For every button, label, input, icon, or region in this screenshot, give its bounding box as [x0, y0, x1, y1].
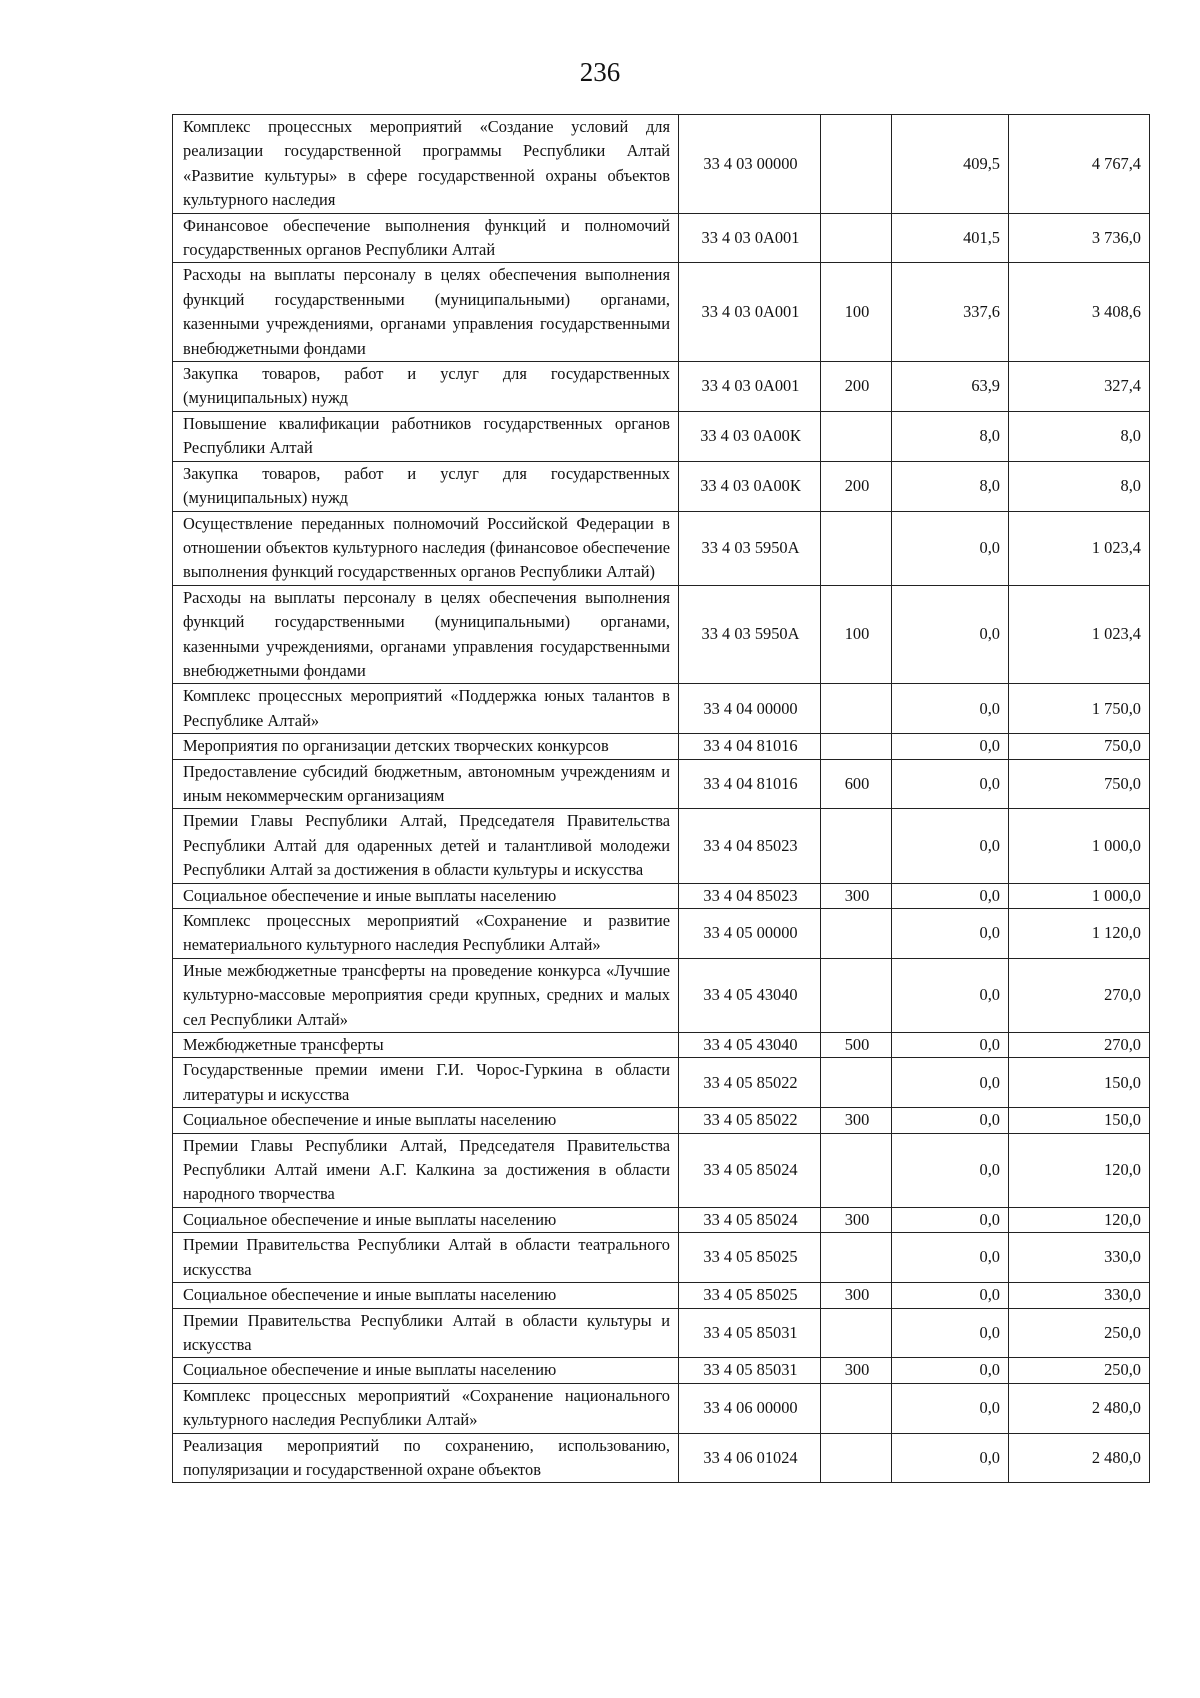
row-expense-type-cell: 500: [821, 1033, 892, 1058]
row-amount-1-cell: 409,5: [892, 115, 1009, 214]
row-name-cell: Социальное обеспечение и иные выплаты населению: [173, 1108, 679, 1133]
row-code-cell: 33 4 03 0А00К: [679, 461, 821, 511]
row-name-cell: Финансовое обеспечение выполнения функций и полномочий государственных органов Республики Алтай: [173, 213, 679, 263]
row-code-cell: 33 4 03 5950А: [679, 511, 821, 585]
row-name-cell: Межбюджетные трансферты: [173, 1033, 679, 1058]
row-name-cell: Расходы на выплаты персоналу в целях обеспечения выполнения функций государственными (муниципальными) органами, казенными учреждениями, органами управления государственными внебюджетными фондами: [173, 263, 679, 362]
row-expense-type-cell: [821, 1308, 892, 1358]
row-name-cell: Социальное обеспечение и иные выплаты населению: [173, 1358, 679, 1383]
row-code-cell: 33 4 05 00000: [679, 909, 821, 959]
table-row: [173, 759, 1150, 809]
row-expense-type-cell: 600: [821, 759, 892, 809]
table-row: [173, 1358, 1150, 1383]
row-amount-2-cell: 120,0: [1009, 1207, 1150, 1232]
row-amount-1-cell: 0,0: [892, 585, 1009, 684]
row-amount-2-cell: 250,0: [1009, 1358, 1150, 1383]
row-amount-2-cell: 1 023,4: [1009, 511, 1150, 585]
row-expense-type-cell: [821, 734, 892, 759]
row-amount-2-cell: 1 000,0: [1009, 883, 1150, 908]
row-amount-2-cell: 3 736,0: [1009, 213, 1150, 263]
row-name-cell: Реализация мероприятий по сохранению, использованию, популяризации и государственной охране объектов: [173, 1433, 679, 1483]
row-amount-2-cell: 1 023,4: [1009, 585, 1150, 684]
row-amount-2-cell: 150,0: [1009, 1108, 1150, 1133]
row-code-cell: 33 4 04 81016: [679, 759, 821, 809]
row-code-cell: 33 4 03 0А001: [679, 213, 821, 263]
row-expense-type-cell: [821, 213, 892, 263]
row-expense-type-cell: [821, 909, 892, 959]
row-amount-1-cell: 401,5: [892, 213, 1009, 263]
page-number: 236: [579, 57, 621, 87]
row-name-cell: Государственные премии имени Г.И. Чорос-Гуркина в области литературы и искусства: [173, 1058, 679, 1108]
table-row: [173, 909, 1150, 959]
row-expense-type-cell: [821, 958, 892, 1032]
table-row: [173, 958, 1150, 1032]
row-amount-1-cell: 0,0: [892, 1433, 1009, 1483]
row-name-cell: Повышение квалификации работников государственных органов Республики Алтай: [173, 411, 679, 461]
row-amount-2-cell: 270,0: [1009, 958, 1150, 1032]
row-amount-2-cell: 8,0: [1009, 461, 1150, 511]
row-code-cell: 33 4 04 00000: [679, 684, 821, 734]
table-row: [173, 213, 1150, 263]
row-amount-2-cell: 1 000,0: [1009, 809, 1150, 883]
row-amount-1-cell: 0,0: [892, 1383, 1009, 1433]
table-row: [173, 1283, 1150, 1308]
row-code-cell: 33 4 05 43040: [679, 1033, 821, 1058]
row-expense-type-cell: [821, 1383, 892, 1433]
row-name-cell: Комплекс процессных мероприятий «Сохранение национального культурного наследия Республики Алтай»: [173, 1383, 679, 1433]
row-amount-1-cell: 0,0: [892, 1033, 1009, 1058]
row-name-cell: Социальное обеспечение и иные выплаты населению: [173, 1283, 679, 1308]
row-amount-2-cell: 2 480,0: [1009, 1383, 1150, 1433]
row-amount-1-cell: 0,0: [892, 759, 1009, 809]
table-row: [173, 585, 1150, 684]
row-code-cell: 33 4 03 00000: [679, 115, 821, 214]
row-amount-2-cell: 327,4: [1009, 362, 1150, 412]
row-name-cell: Комплекс процессных мероприятий «Поддержка юных талантов в Республике Алтай»: [173, 684, 679, 734]
row-expense-type-cell: 100: [821, 263, 892, 362]
row-name-cell: Закупка товаров, работ и услуг для государственных (муниципальных) нужд: [173, 461, 679, 511]
table-row: [173, 734, 1150, 759]
row-expense-type-cell: [821, 809, 892, 883]
row-amount-2-cell: 8,0: [1009, 411, 1150, 461]
row-code-cell: 33 4 05 85031: [679, 1358, 821, 1383]
budget-table-body: [173, 115, 1150, 1483]
row-code-cell: 33 4 05 85031: [679, 1308, 821, 1358]
budget-table: [172, 114, 1150, 1483]
row-amount-2-cell: 4 767,4: [1009, 115, 1150, 214]
row-name-cell: Комплекс процессных мероприятий «Сохранение и развитие нематериального культурного наследия Республики Алтай»: [173, 909, 679, 959]
row-amount-1-cell: 0,0: [892, 1133, 1009, 1207]
row-name-cell: Премии Правительства Республики Алтай в области культуры и искусства: [173, 1308, 679, 1358]
row-amount-2-cell: 3 408,6: [1009, 263, 1150, 362]
row-code-cell: 33 4 03 0А00К: [679, 411, 821, 461]
row-amount-1-cell: 0,0: [892, 1207, 1009, 1232]
row-amount-2-cell: 750,0: [1009, 759, 1150, 809]
row-expense-type-cell: 300: [821, 883, 892, 908]
row-expense-type-cell: [821, 1233, 892, 1283]
row-code-cell: 33 4 03 0А001: [679, 362, 821, 412]
row-expense-type-cell: 100: [821, 585, 892, 684]
table-row: [173, 115, 1150, 214]
row-expense-type-cell: 300: [821, 1108, 892, 1133]
row-code-cell: 33 4 05 85025: [679, 1283, 821, 1308]
row-name-cell: Социальное обеспечение и иные выплаты населению: [173, 1207, 679, 1232]
row-name-cell: Закупка товаров, работ и услуг для государственных (муниципальных) нужд: [173, 362, 679, 412]
table-row: [173, 883, 1150, 908]
row-expense-type-cell: [821, 411, 892, 461]
row-amount-2-cell: 330,0: [1009, 1233, 1150, 1283]
row-name-cell: Комплекс процессных мероприятий «Создание условий для реализации государственной программы Республики Алтай «Развитие культуры» в сфере государственной охраны объектов культурного наследия: [173, 115, 679, 214]
row-code-cell: 33 4 05 85022: [679, 1058, 821, 1108]
row-amount-1-cell: 0,0: [892, 1058, 1009, 1108]
table-row: [173, 1133, 1150, 1207]
row-amount-2-cell: 120,0: [1009, 1133, 1150, 1207]
table-row: [173, 1108, 1150, 1133]
row-code-cell: 33 4 05 85025: [679, 1233, 821, 1283]
row-amount-2-cell: 750,0: [1009, 734, 1150, 759]
row-code-cell: 33 4 06 01024: [679, 1433, 821, 1483]
row-expense-type-cell: [821, 115, 892, 214]
row-amount-1-cell: 8,0: [892, 411, 1009, 461]
row-code-cell: 33 4 06 00000: [679, 1383, 821, 1433]
row-name-cell: Социальное обеспечение и иные выплаты населению: [173, 883, 679, 908]
row-amount-1-cell: 0,0: [892, 883, 1009, 908]
row-code-cell: 33 4 03 5950А: [679, 585, 821, 684]
row-name-cell: Премии Главы Республики Алтай, Председателя Правительства Республики Алтай имени А.Г. Калкина за достижения в области народного творчества: [173, 1133, 679, 1207]
row-name-cell: Мероприятия по организации детских творческих конкурсов: [173, 734, 679, 759]
row-amount-1-cell: 0,0: [892, 909, 1009, 959]
row-amount-1-cell: 0,0: [892, 1283, 1009, 1308]
table-row: [173, 511, 1150, 585]
row-amount-1-cell: 0,0: [892, 1358, 1009, 1383]
table-row: [173, 1308, 1150, 1358]
row-amount-1-cell: 0,0: [892, 684, 1009, 734]
row-expense-type-cell: 200: [821, 362, 892, 412]
row-amount-1-cell: 0,0: [892, 511, 1009, 585]
row-amount-1-cell: 0,0: [892, 1233, 1009, 1283]
row-expense-type-cell: [821, 1058, 892, 1108]
row-code-cell: 33 4 04 85023: [679, 883, 821, 908]
table-row: [173, 1033, 1150, 1058]
row-amount-1-cell: 0,0: [892, 809, 1009, 883]
row-amount-2-cell: 250,0: [1009, 1308, 1150, 1358]
table-row: [173, 411, 1150, 461]
row-amount-2-cell: 270,0: [1009, 1033, 1150, 1058]
row-amount-2-cell: 1 120,0: [1009, 909, 1150, 959]
table-row: [173, 1207, 1150, 1232]
row-amount-1-cell: 8,0: [892, 461, 1009, 511]
row-code-cell: 33 4 05 85024: [679, 1133, 821, 1207]
row-name-cell: Расходы на выплаты персоналу в целях обеспечения выполнения функций государственными (муниципальными) органами, казенными учреждениями, органами управления государственными внебюджетными фондами: [173, 585, 679, 684]
row-amount-2-cell: 150,0: [1009, 1058, 1150, 1108]
row-name-cell: Премии Правительства Республики Алтай в области театрального искусства: [173, 1233, 679, 1283]
table-row: [173, 1233, 1150, 1283]
row-expense-type-cell: [821, 1433, 892, 1483]
row-amount-2-cell: 1 750,0: [1009, 684, 1150, 734]
row-amount-1-cell: 0,0: [892, 734, 1009, 759]
row-code-cell: 33 4 05 43040: [679, 958, 821, 1032]
table-row: [173, 1058, 1150, 1108]
row-amount-1-cell: 63,9: [892, 362, 1009, 412]
table-row: [173, 362, 1150, 412]
table-row: [173, 1383, 1150, 1433]
row-amount-1-cell: 0,0: [892, 1308, 1009, 1358]
row-amount-1-cell: 337,6: [892, 263, 1009, 362]
table-row: [173, 263, 1150, 362]
row-expense-type-cell: 200: [821, 461, 892, 511]
row-expense-type-cell: [821, 1133, 892, 1207]
row-expense-type-cell: [821, 684, 892, 734]
row-expense-type-cell: 300: [821, 1283, 892, 1308]
row-expense-type-cell: 300: [821, 1207, 892, 1232]
row-amount-2-cell: 2 480,0: [1009, 1433, 1150, 1483]
row-code-cell: 33 4 03 0А001: [679, 263, 821, 362]
row-expense-type-cell: [821, 511, 892, 585]
row-amount-1-cell: 0,0: [892, 1108, 1009, 1133]
table-row: [173, 809, 1150, 883]
row-name-cell: Иные межбюджетные трансферты на проведение конкурса «Лучшие культурно-массовые мероприятия среди крупных, средних и малых сел Республики Алтай»: [173, 958, 679, 1032]
row-code-cell: 33 4 04 85023: [679, 809, 821, 883]
row-code-cell: 33 4 05 85024: [679, 1207, 821, 1232]
row-name-cell: Предоставление субсидий бюджетным, автономным учреждениям и иным некоммерческим организациям: [173, 759, 679, 809]
table-row: [173, 461, 1150, 511]
row-amount-1-cell: 0,0: [892, 958, 1009, 1032]
row-code-cell: 33 4 04 81016: [679, 734, 821, 759]
row-expense-type-cell: 300: [821, 1358, 892, 1383]
row-name-cell: Осуществление переданных полномочий Российской Федерации в отношении объектов культурного наследия (финансовое обеспечение выполнения функций государственных органов Республики Алтай): [173, 511, 679, 585]
row-amount-2-cell: 330,0: [1009, 1283, 1150, 1308]
table-row: [173, 1433, 1150, 1483]
table-row: [173, 684, 1150, 734]
row-code-cell: 33 4 05 85022: [679, 1108, 821, 1133]
row-name-cell: Премии Главы Республики Алтай, Председателя Правительства Республики Алтай для одаренных детей и талантливой молодежи Республики Алтай за достижения в области культуры и искусства: [173, 809, 679, 883]
